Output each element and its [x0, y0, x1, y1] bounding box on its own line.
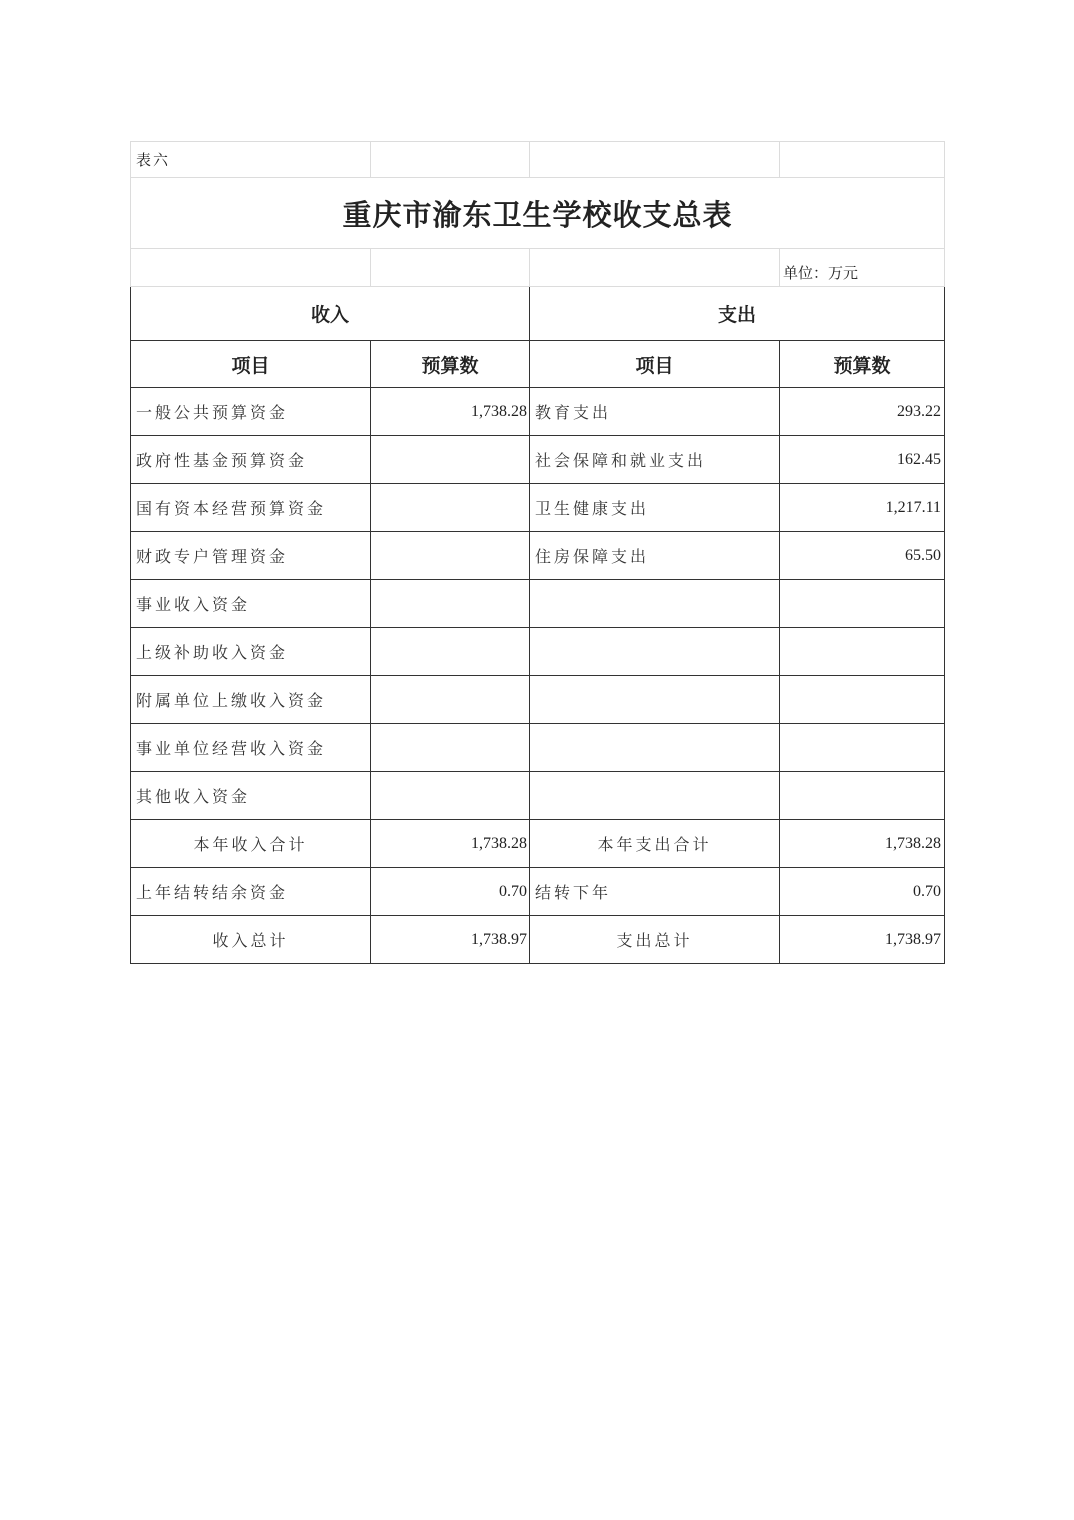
total-row — [131, 916, 945, 964]
income-value — [371, 772, 530, 820]
expense-item — [530, 580, 780, 628]
income-item: 事业收入资金 — [131, 580, 371, 628]
income-item: 附属单位上缴收入资金 — [131, 676, 371, 724]
expense-value: 1,217.11 — [780, 484, 945, 532]
table-row — [131, 388, 945, 436]
expense-item: 教育支出 — [530, 388, 780, 436]
expense-item — [530, 676, 780, 724]
income-total-label: 收入总计 — [131, 916, 371, 964]
expense-subtotal-label: 本年支出合计 — [530, 820, 780, 868]
table-row — [131, 484, 945, 532]
income-item-header: 项目 — [131, 341, 371, 388]
expense-value: 65.50 — [780, 532, 945, 580]
carryover-income-label: 上年结转结余资金 — [131, 868, 371, 916]
expense-value: 293.22 — [780, 388, 945, 436]
expense-item: 卫生健康支出 — [530, 484, 780, 532]
unit-label: 单位：万元 — [780, 249, 945, 287]
expense-budget-header: 预算数 — [780, 341, 945, 388]
income-value — [371, 532, 530, 580]
expense-section-header: 支出 — [530, 287, 945, 341]
expense-value: 162.45 — [780, 436, 945, 484]
table-row — [131, 724, 945, 772]
expense-total-label: 支出总计 — [530, 916, 780, 964]
income-value — [371, 436, 530, 484]
income-item: 一般公共预算资金 — [131, 388, 371, 436]
expense-item-header: 项目 — [530, 341, 780, 388]
table-row — [131, 772, 945, 820]
income-value — [371, 580, 530, 628]
expense-value — [780, 724, 945, 772]
expense-item — [530, 772, 780, 820]
budget-summary-table — [130, 141, 945, 964]
table-row — [131, 580, 945, 628]
table-row — [131, 532, 945, 580]
expense-item: 住房保障支出 — [530, 532, 780, 580]
expense-item — [530, 724, 780, 772]
income-item: 财政专户管理资金 — [131, 532, 371, 580]
table-row — [131, 628, 945, 676]
income-total-value: 1,738.97 — [371, 916, 530, 964]
income-item: 政府性基金预算资金 — [131, 436, 371, 484]
income-value — [371, 676, 530, 724]
table-row — [131, 436, 945, 484]
expense-subtotal-value: 1,738.28 — [780, 820, 945, 868]
expense-item: 社会保障和就业支出 — [530, 436, 780, 484]
expense-value — [780, 628, 945, 676]
income-item: 事业单位经营收入资金 — [131, 724, 371, 772]
carryover-row — [131, 868, 945, 916]
income-subtotal-value: 1,738.28 — [371, 820, 530, 868]
income-item: 其他收入资金 — [131, 772, 371, 820]
subtotal-row — [131, 820, 945, 868]
table-label: 表六 — [131, 142, 371, 178]
income-budget-header: 预算数 — [371, 341, 530, 388]
expense-value — [780, 676, 945, 724]
expense-value — [780, 772, 945, 820]
income-value — [371, 484, 530, 532]
expense-total-value: 1,738.97 — [780, 916, 945, 964]
expense-value — [780, 580, 945, 628]
income-subtotal-label: 本年收入合计 — [131, 820, 371, 868]
carryover-expense-value: 0.70 — [780, 868, 945, 916]
income-value — [371, 724, 530, 772]
expense-item — [530, 628, 780, 676]
carryover-expense-label: 结转下年 — [530, 868, 780, 916]
carryover-income-value: 0.70 — [371, 868, 530, 916]
income-value — [371, 628, 530, 676]
table-row — [131, 676, 945, 724]
income-item: 上级补助收入资金 — [131, 628, 371, 676]
income-section-header: 收入 — [131, 287, 530, 341]
income-value: 1,738.28 — [371, 388, 530, 436]
document-title: 重庆市渝东卫生学校收支总表 — [131, 178, 945, 249]
income-item: 国有资本经营预算资金 — [131, 484, 371, 532]
